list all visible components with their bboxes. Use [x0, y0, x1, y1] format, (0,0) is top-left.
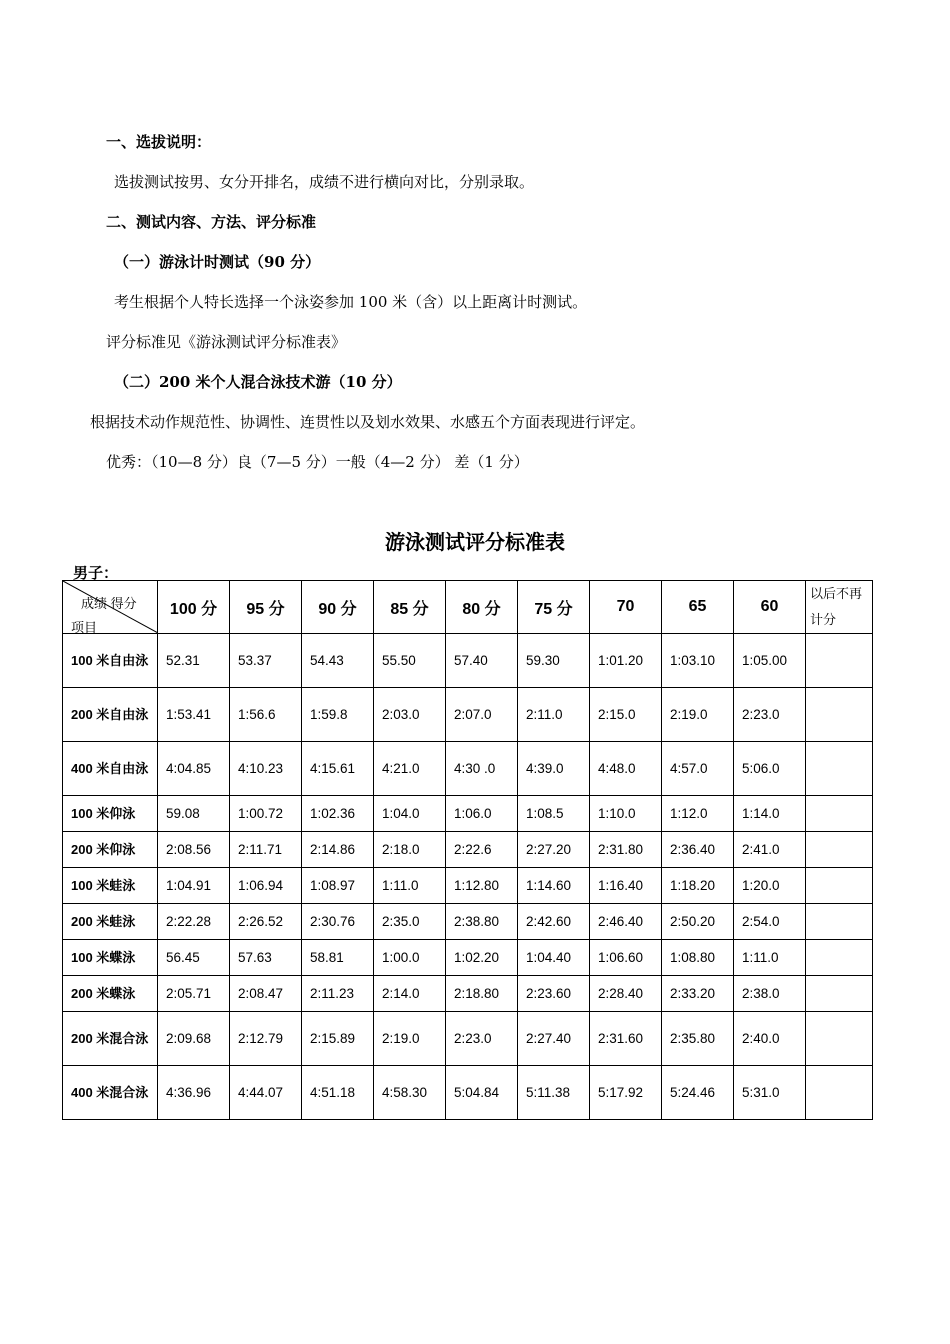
time-cell: 2:54.0 [734, 904, 806, 940]
time-cell: 59.08 [158, 796, 230, 832]
time-cell: 2:23.0 [734, 688, 806, 742]
time-cell: 2:19.0 [374, 1012, 446, 1066]
corner-top-label: 成绩 得分 [81, 596, 137, 611]
event-cell: 400 米自由泳 [63, 742, 158, 796]
time-cell: 52.31 [158, 634, 230, 688]
table-row [63, 832, 873, 868]
time-cell: 57.63 [230, 940, 302, 976]
score-header: 75 分 [518, 581, 590, 634]
score-header: 95 分 [230, 581, 302, 634]
event-cell: 200 米仰泳 [63, 832, 158, 868]
table-row [63, 868, 873, 904]
time-cell: 1:11.0 [374, 868, 446, 904]
time-cell: 2:31.80 [590, 832, 662, 868]
time-cell: 2:08.56 [158, 832, 230, 868]
empty-cell [806, 976, 873, 1012]
time-cell: 2:05.71 [158, 976, 230, 1012]
time-cell: 1:02.36 [302, 796, 374, 832]
event-cell: 200 米蛙泳 [63, 904, 158, 940]
time-cell: 4:39.0 [518, 742, 590, 796]
table-row [63, 796, 873, 832]
time-cell: 4:36.96 [158, 1066, 230, 1120]
time-cell: 4:51.18 [302, 1066, 374, 1120]
table-row [63, 976, 873, 1012]
time-cell: 5:17.92 [590, 1066, 662, 1120]
event-cell: 100 米蝶泳 [63, 940, 158, 976]
time-cell: 1:08.80 [662, 940, 734, 976]
time-cell: 58.81 [302, 940, 374, 976]
technique-description: 根据技术动作规范性、协调性、连贯性以及划水效果、水感五个方面表现进行评定。 [90, 413, 646, 431]
empty-cell [806, 634, 873, 688]
score-header: 80 分 [446, 581, 518, 634]
time-cell: 2:11.23 [302, 976, 374, 1012]
time-cell: 2:27.40 [518, 1012, 590, 1066]
event-cell: 100 米仰泳 [63, 796, 158, 832]
time-cell: 59.30 [518, 634, 590, 688]
time-cell: 4:10.23 [230, 742, 302, 796]
time-cell: 55.50 [374, 634, 446, 688]
scoring-table [62, 580, 873, 1120]
time-cell: 2:18.80 [446, 976, 518, 1012]
time-cell: 2:27.20 [518, 832, 590, 868]
time-cell: 1:10.0 [590, 796, 662, 832]
time-cell: 2:30.76 [302, 904, 374, 940]
time-cell: 1:53.41 [158, 688, 230, 742]
time-cell: 4:44.07 [230, 1066, 302, 1120]
empty-cell [806, 940, 873, 976]
time-cell: 2:26.52 [230, 904, 302, 940]
time-cell: 2:35.0 [374, 904, 446, 940]
time-cell: 1:03.10 [662, 634, 734, 688]
grading-levels: 优秀：（10—8 分）良（7—5 分）一般（4—2 分） 差（1 分） [106, 453, 529, 471]
time-cell: 4:30 .0 [446, 742, 518, 796]
empty-cell [806, 1066, 873, 1120]
time-cell: 1:04.0 [374, 796, 446, 832]
time-cell: 2:08.47 [230, 976, 302, 1012]
time-cell: 1:08.97 [302, 868, 374, 904]
time-cell: 1:06.60 [590, 940, 662, 976]
time-cell: 2:18.0 [374, 832, 446, 868]
time-cell: 2:35.80 [662, 1012, 734, 1066]
time-cell: 2:40.0 [734, 1012, 806, 1066]
score-header: 70 [590, 581, 662, 634]
time-cell: 2:31.60 [590, 1012, 662, 1066]
time-cell: 2:22.28 [158, 904, 230, 940]
time-cell: 5:06.0 [734, 742, 806, 796]
section-heading-2: 二、测试内容、方法、评分标准 [106, 213, 317, 231]
timing-description: 考生根据个人特长选择一个泳姿参加 100 米（含）以上距离计时测试。 [114, 293, 588, 311]
time-cell: 2:46.40 [590, 904, 662, 940]
time-cell: 1:06.0 [446, 796, 518, 832]
empty-cell [806, 1012, 873, 1066]
time-cell: 2:33.20 [662, 976, 734, 1012]
time-cell: 1:04.91 [158, 868, 230, 904]
time-cell: 5:31.0 [734, 1066, 806, 1120]
time-cell: 1:00.0 [374, 940, 446, 976]
section-heading-1: 一、选拔说明： [106, 133, 212, 151]
event-cell: 200 米自由泳 [63, 688, 158, 742]
time-cell: 1:12.0 [662, 796, 734, 832]
table-row [63, 904, 873, 940]
scoring-reference: 评分标准见《游泳测试评分标准表》 [106, 333, 347, 351]
time-cell: 2:09.68 [158, 1012, 230, 1066]
time-cell: 4:57.0 [662, 742, 734, 796]
time-cell: 1:14.60 [518, 868, 590, 904]
corner-bottom-label: 项目 [71, 620, 98, 635]
score-header: 90 分 [302, 581, 374, 634]
time-cell: 1:16.40 [590, 868, 662, 904]
group-label: 男子： [73, 564, 119, 582]
time-cell: 2:41.0 [734, 832, 806, 868]
event-cell: 100 米自由泳 [63, 634, 158, 688]
table-row [63, 688, 873, 742]
time-cell: 1:11.0 [734, 940, 806, 976]
time-cell: 1:00.72 [230, 796, 302, 832]
table-row [63, 1066, 873, 1120]
time-cell: 2:15.0 [590, 688, 662, 742]
time-cell: 2:50.20 [662, 904, 734, 940]
time-cell: 4:15.61 [302, 742, 374, 796]
table-row [63, 1012, 873, 1066]
event-cell: 200 米混合泳 [63, 1012, 158, 1066]
event-cell: 200 米蝶泳 [63, 976, 158, 1012]
time-cell: 2:14.0 [374, 976, 446, 1012]
empty-cell [806, 868, 873, 904]
table-row [63, 634, 873, 688]
score-header: 65 [662, 581, 734, 634]
time-cell: 1:08.5 [518, 796, 590, 832]
time-cell: 1:06.94 [230, 868, 302, 904]
time-cell: 4:58.30 [374, 1066, 446, 1120]
empty-cell [806, 832, 873, 868]
time-cell: 2:42.60 [518, 904, 590, 940]
selection-note: 选拔测试按男、女分开排名，成绩不进行横向对比，分别录取。 [114, 173, 535, 191]
event-cell: 100 米蛙泳 [63, 868, 158, 904]
time-cell: 2:28.40 [590, 976, 662, 1012]
corner-header [63, 581, 158, 634]
time-cell: 1:05.00 [734, 634, 806, 688]
time-cell: 4:48.0 [590, 742, 662, 796]
no-score-header: 以后不再计分 [806, 581, 873, 634]
empty-cell [806, 796, 873, 832]
time-cell: 4:21.0 [374, 742, 446, 796]
score-header: 85 分 [374, 581, 446, 634]
time-cell: 1:18.20 [662, 868, 734, 904]
time-cell: 56.45 [158, 940, 230, 976]
time-cell: 2:12.79 [230, 1012, 302, 1066]
time-cell: 1:56.6 [230, 688, 302, 742]
time-cell: 1:59.8 [302, 688, 374, 742]
time-cell: 2:15.89 [302, 1012, 374, 1066]
time-cell: 1:20.0 [734, 868, 806, 904]
time-cell: 53.37 [230, 634, 302, 688]
time-cell: 2:38.80 [446, 904, 518, 940]
subsection-heading-timing: （一）游泳计时测试（90 分） [114, 253, 321, 271]
time-cell: 2:38.0 [734, 976, 806, 1012]
time-cell: 57.40 [446, 634, 518, 688]
empty-cell [806, 688, 873, 742]
time-cell: 2:19.0 [662, 688, 734, 742]
time-cell: 54.43 [302, 634, 374, 688]
time-cell: 1:04.40 [518, 940, 590, 976]
time-cell: 4:04.85 [158, 742, 230, 796]
table-title: 游泳测试评分标准表 [385, 530, 565, 554]
time-cell: 1:01.20 [590, 634, 662, 688]
time-cell: 2:03.0 [374, 688, 446, 742]
time-cell: 1:14.0 [734, 796, 806, 832]
empty-cell [806, 904, 873, 940]
time-cell: 2:14.86 [302, 832, 374, 868]
table-row [63, 940, 873, 976]
time-cell: 1:02.20 [446, 940, 518, 976]
table-row [63, 742, 873, 796]
time-cell: 2:23.60 [518, 976, 590, 1012]
time-cell: 2:36.40 [662, 832, 734, 868]
time-cell: 2:11.0 [518, 688, 590, 742]
time-cell: 2:23.0 [446, 1012, 518, 1066]
time-cell: 2:22.6 [446, 832, 518, 868]
event-cell: 400 米混合泳 [63, 1066, 158, 1120]
time-cell: 1:12.80 [446, 868, 518, 904]
time-cell: 2:07.0 [446, 688, 518, 742]
time-cell: 2:11.71 [230, 832, 302, 868]
score-header: 100 分 [158, 581, 230, 634]
time-cell: 5:04.84 [446, 1066, 518, 1120]
time-cell: 5:11.38 [518, 1066, 590, 1120]
time-cell: 5:24.46 [662, 1066, 734, 1120]
header-row [63, 581, 873, 634]
empty-cell [806, 742, 873, 796]
score-header: 60 [734, 581, 806, 634]
subsection-heading-technique: （二）200 米个人混合泳技术游（10 分） [114, 373, 402, 391]
